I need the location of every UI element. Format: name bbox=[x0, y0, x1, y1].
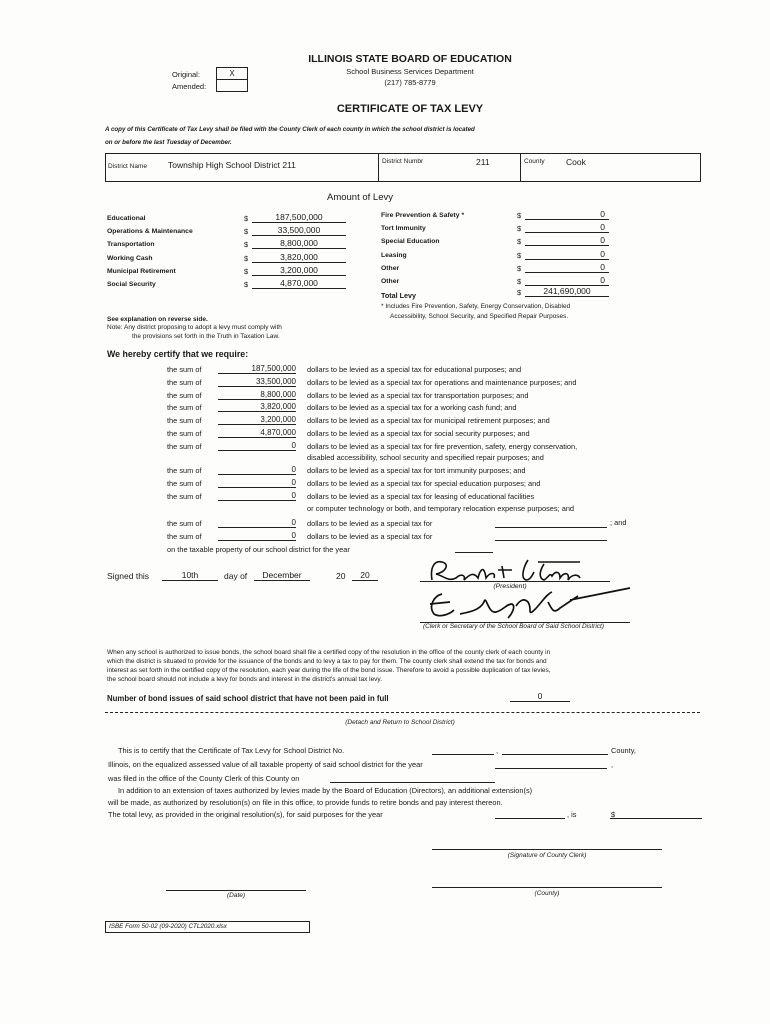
clerk-signature bbox=[420, 584, 640, 624]
unpaid-bonds-value[interactable]: 0 bbox=[510, 691, 570, 702]
certify-text: dollars to be levied as a special tax for transportation purposes; and bbox=[307, 390, 529, 400]
levy-right-value[interactable]: 0 bbox=[525, 249, 609, 260]
sum-of-label: the sum of bbox=[167, 479, 202, 488]
total-levy-sym: $ bbox=[517, 288, 522, 297]
county-cert-is-text: , is bbox=[567, 810, 577, 819]
sum-of-label: the sum of bbox=[167, 377, 202, 387]
county-cert-year-field[interactable] bbox=[495, 759, 607, 769]
district-name-label: District Name bbox=[108, 163, 148, 170]
amended-label: Amended: bbox=[172, 82, 207, 91]
county-cert-county-label: County, bbox=[611, 746, 636, 755]
sum-of-label: the sum of bbox=[167, 519, 202, 528]
certify-text: dollars to be levied as a special tax for operations and maintenance purposes; and bbox=[307, 377, 577, 387]
certify-text: dollars to be levied as a special tax for fire prevention, safety, energy conservation, bbox=[307, 441, 578, 451]
levy-right-label: Other bbox=[381, 278, 400, 285]
district-number-field[interactable]: 211 bbox=[476, 157, 490, 167]
signed-day-field[interactable]: 10th bbox=[162, 570, 218, 581]
levy-right-sym: $ bbox=[517, 224, 522, 234]
certify-amount[interactable]: 8,800,000 bbox=[218, 390, 296, 400]
certify-text: dollars to be levied as a special tax for a working cash fund; and bbox=[307, 403, 517, 413]
levy-right-value[interactable]: 0 bbox=[525, 222, 609, 233]
certify-text: dollars to be levied as a special tax for special education purposes; and bbox=[307, 479, 541, 488]
levy-footnote-2: Accessibility, School Security, and Specified Repair Purposes. bbox=[390, 313, 569, 320]
bonds-paragraph-line-2: which the district is situated to provide for the issuance of the bonds and to levy a tax to pay for them. The county clerk shall extend the tax for bonds and bbox=[107, 658, 547, 665]
levy-right-value[interactable]: 0 bbox=[525, 209, 609, 220]
levy-left-value[interactable]: 33,500,000 bbox=[252, 225, 346, 236]
detach-line bbox=[105, 712, 700, 713]
bonds-paragraph-line-3: interest as set forth in the certified copy of the resolution, each year during the life of the bond issue. Therefore to avoid a possible duplication of tax levies, bbox=[107, 667, 551, 674]
county-cert-total-year-field[interactable] bbox=[495, 809, 565, 819]
levy-right-sym: $ bbox=[517, 211, 522, 220]
note-line-2: the provisions set forth in the Truth in Taxation Law. bbox=[132, 333, 280, 340]
signed-year-field[interactable]: 20 bbox=[352, 570, 378, 581]
county-cert-county-field[interactable] bbox=[502, 745, 608, 755]
certify-amount[interactable]: 187,500,000 bbox=[218, 364, 296, 374]
certify-text: dollars to be levied as a special tax for educational purposes; and bbox=[307, 365, 522, 374]
levy-right-label: Special Education bbox=[381, 238, 440, 246]
president-signature-line bbox=[420, 580, 610, 582]
levy-right-label: Tort Immunity bbox=[381, 225, 426, 233]
county-field[interactable]: Cook bbox=[566, 157, 586, 167]
certify-text: dollars to be levied as a special tax for bbox=[307, 519, 433, 528]
clerk-label: (Clerk or Secretary of the School Board of Said School District) bbox=[423, 623, 604, 630]
sum-of-label: the sum of bbox=[167, 403, 202, 413]
levy-left-label: Operations & Maintenance bbox=[107, 228, 193, 236]
levy-right-value[interactable]: 0 bbox=[525, 235, 609, 246]
sum-of-label: the sum of bbox=[167, 492, 202, 501]
taxable-year-text: on the taxable property of our school district for the year bbox=[167, 545, 350, 554]
phone-number: (217) 785-8779 bbox=[384, 78, 436, 87]
county-cert-total-amount-field[interactable] bbox=[610, 809, 702, 819]
certify-text: dollars to be levied as a special tax for tort immunity purposes; and bbox=[307, 466, 526, 475]
levy-left-sym: $ bbox=[244, 214, 249, 223]
certify-amount[interactable]: 3,820,000 bbox=[218, 402, 296, 412]
certify-amount[interactable]: 0 bbox=[218, 441, 296, 451]
levy-left-sym: $ bbox=[244, 280, 249, 289]
president-label: (President) bbox=[493, 583, 527, 590]
certify-amount[interactable]: 4,870,000 bbox=[218, 428, 296, 438]
levy-right-label: Leasing bbox=[381, 251, 407, 259]
comma-1: , bbox=[496, 746, 499, 755]
taxable-year-field[interactable] bbox=[455, 543, 493, 553]
comma-2: , bbox=[611, 760, 614, 769]
levy-right-sym: $ bbox=[517, 263, 522, 273]
bonds-paragraph-line-1: When any school is authorized to issue bonds, the school board shall file a certified copy of the resolution in the office of the county clerk of each county in bbox=[107, 649, 551, 656]
levy-left-sym: $ bbox=[244, 227, 249, 237]
original-checkbox[interactable]: X bbox=[216, 67, 248, 80]
page-title: CERTIFICATE OF TAX LEVY bbox=[336, 103, 484, 115]
county-cert-line-6: The total levy, as provided in the original resolution(s), for said purposes for the year bbox=[108, 810, 383, 819]
department-name: School Business Services Department bbox=[346, 67, 474, 76]
century-label: 20 bbox=[336, 571, 346, 581]
unpaid-bonds-label: Number of bond issues of said school district that have not been paid in full bbox=[107, 694, 389, 703]
county-name-label: (County) bbox=[534, 890, 560, 897]
county-name-line[interactable] bbox=[432, 886, 662, 888]
levy-left-label: Transportation bbox=[107, 241, 155, 249]
levy-left-sym: $ bbox=[244, 253, 249, 263]
county-cert-line-4: In addition to an extension of taxes authorized by levies made by the Board of Education (Directors), an additional extension(s) bbox=[118, 786, 533, 795]
levy-left-label: Working Cash bbox=[107, 254, 153, 262]
levy-left-value[interactable]: 187,500,000 bbox=[252, 212, 346, 223]
certify-amount[interactable]: 33,500,000 bbox=[218, 377, 296, 387]
certify-text: dollars to be levied as a special tax for leasing of educational facilities bbox=[307, 492, 535, 501]
certify-amount[interactable]: 3,200,000 bbox=[218, 415, 296, 425]
sum-of-label: the sum of bbox=[167, 365, 202, 374]
county-cert-district-field[interactable] bbox=[432, 745, 494, 755]
levy-left-value[interactable]: 3,200,000 bbox=[252, 265, 346, 276]
county-cert-line-5: will be made, as authorized by resolution(s) on file in this office, to provide funds to retire bonds and pay interest thereon. bbox=[108, 798, 503, 807]
sum-of-label: the sum of bbox=[167, 532, 202, 541]
levy-right-value[interactable]: 0 bbox=[525, 275, 609, 286]
certify-amount[interactable]: 0 bbox=[218, 491, 296, 501]
county-clerk-signature-label: (Signature of County Clerk) bbox=[507, 852, 587, 859]
levy-right-sym: $ bbox=[517, 237, 522, 247]
district-name-field[interactable]: Township High School District 211 bbox=[168, 160, 296, 170]
note-line-1: Note: Any district proposing to adopt a levy must comply with bbox=[107, 324, 282, 331]
sum-of-label: the sum of bbox=[167, 429, 202, 438]
levy-left-label: Municipal Retirement bbox=[107, 267, 176, 275]
levy-right-value[interactable]: 0 bbox=[525, 262, 609, 273]
certify-continuation-1: disabled accessibility, school security and specified repair purposes; and bbox=[307, 453, 544, 462]
certify-amount[interactable]: 0 bbox=[218, 465, 296, 475]
certify-continuation-2: or computer technology or both, and temporary relocation expense purposes; and bbox=[307, 504, 575, 513]
signed-month-field[interactable]: December bbox=[254, 570, 310, 581]
county-cert-line-1: This is to certify that the Certificate of Tax Levy for School District No. bbox=[118, 746, 345, 755]
total-levy-value[interactable]: 241,690,000 bbox=[525, 286, 609, 297]
levy-right-sym: $ bbox=[517, 250, 522, 260]
district-number-label: District Numbr bbox=[382, 158, 424, 165]
amended-checkbox[interactable] bbox=[216, 79, 248, 92]
levy-left-sym: $ bbox=[244, 240, 249, 250]
form-id: ISBE Form 50-02 (09-2020) CTL2020.xlsx bbox=[105, 921, 310, 933]
certify-heading: We hereby certify that we require: bbox=[107, 349, 249, 359]
and-text: ; and bbox=[610, 518, 627, 527]
levy-left-value[interactable]: 3,820,000 bbox=[252, 252, 346, 263]
county-clerk-signature-line[interactable] bbox=[432, 848, 662, 850]
levy-right-label: Fire Prevention & Safety * bbox=[381, 212, 465, 219]
sum-of-label: the sum of bbox=[167, 466, 202, 475]
bonds-paragraph-line-4: the school board should not include a levy for bonds and interest in the district's annual tax levy. bbox=[107, 676, 383, 683]
levy-left-value[interactable]: 8,800,000 bbox=[252, 238, 346, 249]
original-label: Original: bbox=[172, 70, 200, 79]
certify-amount[interactable]: 0 bbox=[218, 531, 296, 541]
certify-amount[interactable]: 0 bbox=[218, 478, 296, 488]
certify-text: dollars to be levied as a special tax for social security purposes; and bbox=[307, 429, 530, 438]
date-line[interactable] bbox=[166, 889, 306, 891]
sum-of-label: the sum of bbox=[167, 390, 202, 400]
county-cert-line-2: Illinois, on the equalized assessed value of all taxable property of said school district for the year bbox=[108, 760, 423, 769]
detach-label: (Detach and Return to School District) bbox=[345, 719, 455, 726]
county-label: County bbox=[524, 158, 545, 165]
day-of-label: day of bbox=[224, 571, 248, 581]
certify-amount[interactable]: 0 bbox=[218, 518, 296, 528]
levy-left-sym: $ bbox=[244, 266, 249, 276]
signed-this-label: Signed this bbox=[107, 571, 150, 581]
certify-text: dollars to be levied as a special tax for bbox=[307, 532, 433, 541]
certify-text: dollars to be levied as a special tax for municipal retirement purposes; and bbox=[307, 416, 550, 426]
levy-left-label: Social Security bbox=[107, 281, 156, 288]
board-name: ILLINOIS STATE BOARD OF EDUCATION bbox=[308, 53, 512, 65]
levy-title: Amount of Levy bbox=[326, 192, 393, 203]
levy-right-sym: $ bbox=[517, 277, 522, 286]
date-label: (Date) bbox=[226, 892, 246, 899]
county-cert-dollar-sym: $ bbox=[611, 810, 616, 819]
levy-footnote-1: * Includes Fire Prevention, Safety, Energy Conservation, Disabled bbox=[381, 303, 571, 310]
instruction-line-1: A copy of this Certificate of Tax Levy shall be filed with the County Clerk of each county in which the school district is located bbox=[105, 126, 475, 133]
county-cert-line-3: was filed in the office of the County Clerk of this County on bbox=[108, 774, 300, 783]
other-purpose-1-field[interactable] bbox=[495, 518, 607, 528]
sum-of-label: the sum of bbox=[167, 416, 202, 426]
levy-left-label: Educational bbox=[107, 215, 146, 222]
other-purpose-2-field[interactable] bbox=[495, 531, 607, 541]
district-box bbox=[105, 153, 701, 182]
sum-of-label: the sum of bbox=[167, 441, 202, 451]
total-levy-label: Total Levy bbox=[381, 291, 417, 300]
levy-right-label: Other bbox=[381, 264, 400, 272]
see-reverse-note: See explanation on reverse side. bbox=[107, 316, 208, 323]
instruction-line-2: on or before the last Tuesday of December. bbox=[105, 139, 232, 146]
county-cert-filed-date-field[interactable] bbox=[330, 773, 495, 783]
levy-left-value[interactable]: 4,870,000 bbox=[252, 278, 346, 289]
